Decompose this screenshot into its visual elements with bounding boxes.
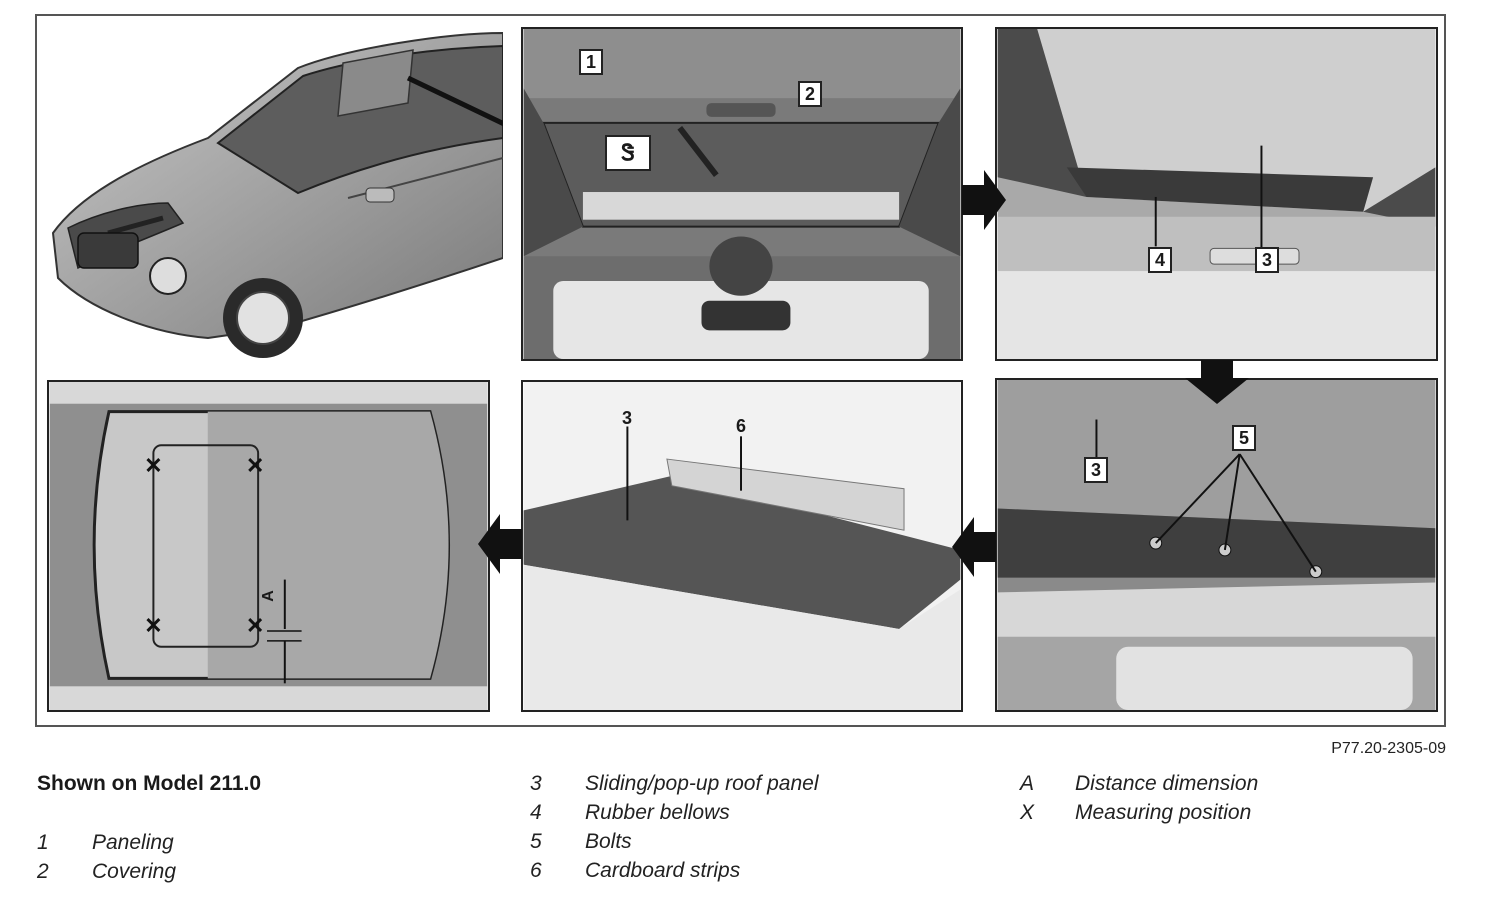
legend-title: Shown on Model 211.0 [37, 772, 262, 795]
legend-key: A [1020, 772, 1035, 795]
callout-6: 6 [736, 416, 747, 436]
callout-5: 5 [1232, 425, 1256, 451]
legend-col3 [1020, 769, 1258, 827]
legend-item [1020, 798, 1258, 827]
tool-symbol: Ꮥ [605, 135, 651, 171]
callout-3: 3 [1255, 247, 1279, 273]
figure-reference: P77.20-2305-09 [1331, 740, 1446, 757]
legend-label: Distance dimension [1075, 772, 1259, 795]
legend-item [530, 769, 819, 798]
legend-item [1020, 769, 1258, 798]
legend-key: 3 [530, 772, 542, 795]
arrow-left-icon [952, 517, 996, 577]
legend-label: Cardboard strips [585, 859, 741, 882]
legend-item [530, 827, 819, 856]
legend-item [37, 828, 176, 857]
legend-label: Covering [92, 860, 177, 883]
legend-item [530, 856, 819, 885]
callout-2: 2 [798, 81, 822, 107]
panel-cardboard [521, 380, 963, 712]
legend-col1 [37, 828, 176, 886]
legend-key: 6 [530, 859, 542, 882]
legend-item [530, 798, 819, 827]
callout-3: 3 [1084, 457, 1108, 483]
legend-key: 2 [37, 860, 49, 883]
legend-item [37, 857, 176, 886]
arrow-right-icon [962, 170, 1006, 230]
panel-sunroof-opening [995, 27, 1438, 361]
car-illustration [48, 28, 503, 363]
panel-interior-front [521, 27, 963, 361]
callout-4: 4 [1148, 247, 1172, 273]
callout-1: 1 [579, 49, 603, 75]
legend-col2 [530, 769, 819, 885]
arrow-left-icon [478, 514, 522, 574]
panel-measuring [47, 380, 490, 712]
legend-key: 1 [37, 831, 49, 854]
legend-label: Measuring position [1075, 801, 1252, 824]
legend-key: 4 [530, 801, 542, 824]
callout-a: A [259, 590, 277, 602]
legend-key: X [1020, 801, 1035, 824]
legend-label: Rubber bellows [585, 801, 730, 824]
legend-key: 5 [530, 830, 542, 853]
panel-bolts [995, 378, 1438, 712]
legend-label: Bolts [585, 830, 632, 853]
callout-3: 3 [622, 408, 633, 428]
legend-label: Paneling [92, 831, 174, 854]
arrow-down-icon [1185, 360, 1249, 404]
legend-label: Sliding/pop-up roof panel [585, 772, 819, 795]
